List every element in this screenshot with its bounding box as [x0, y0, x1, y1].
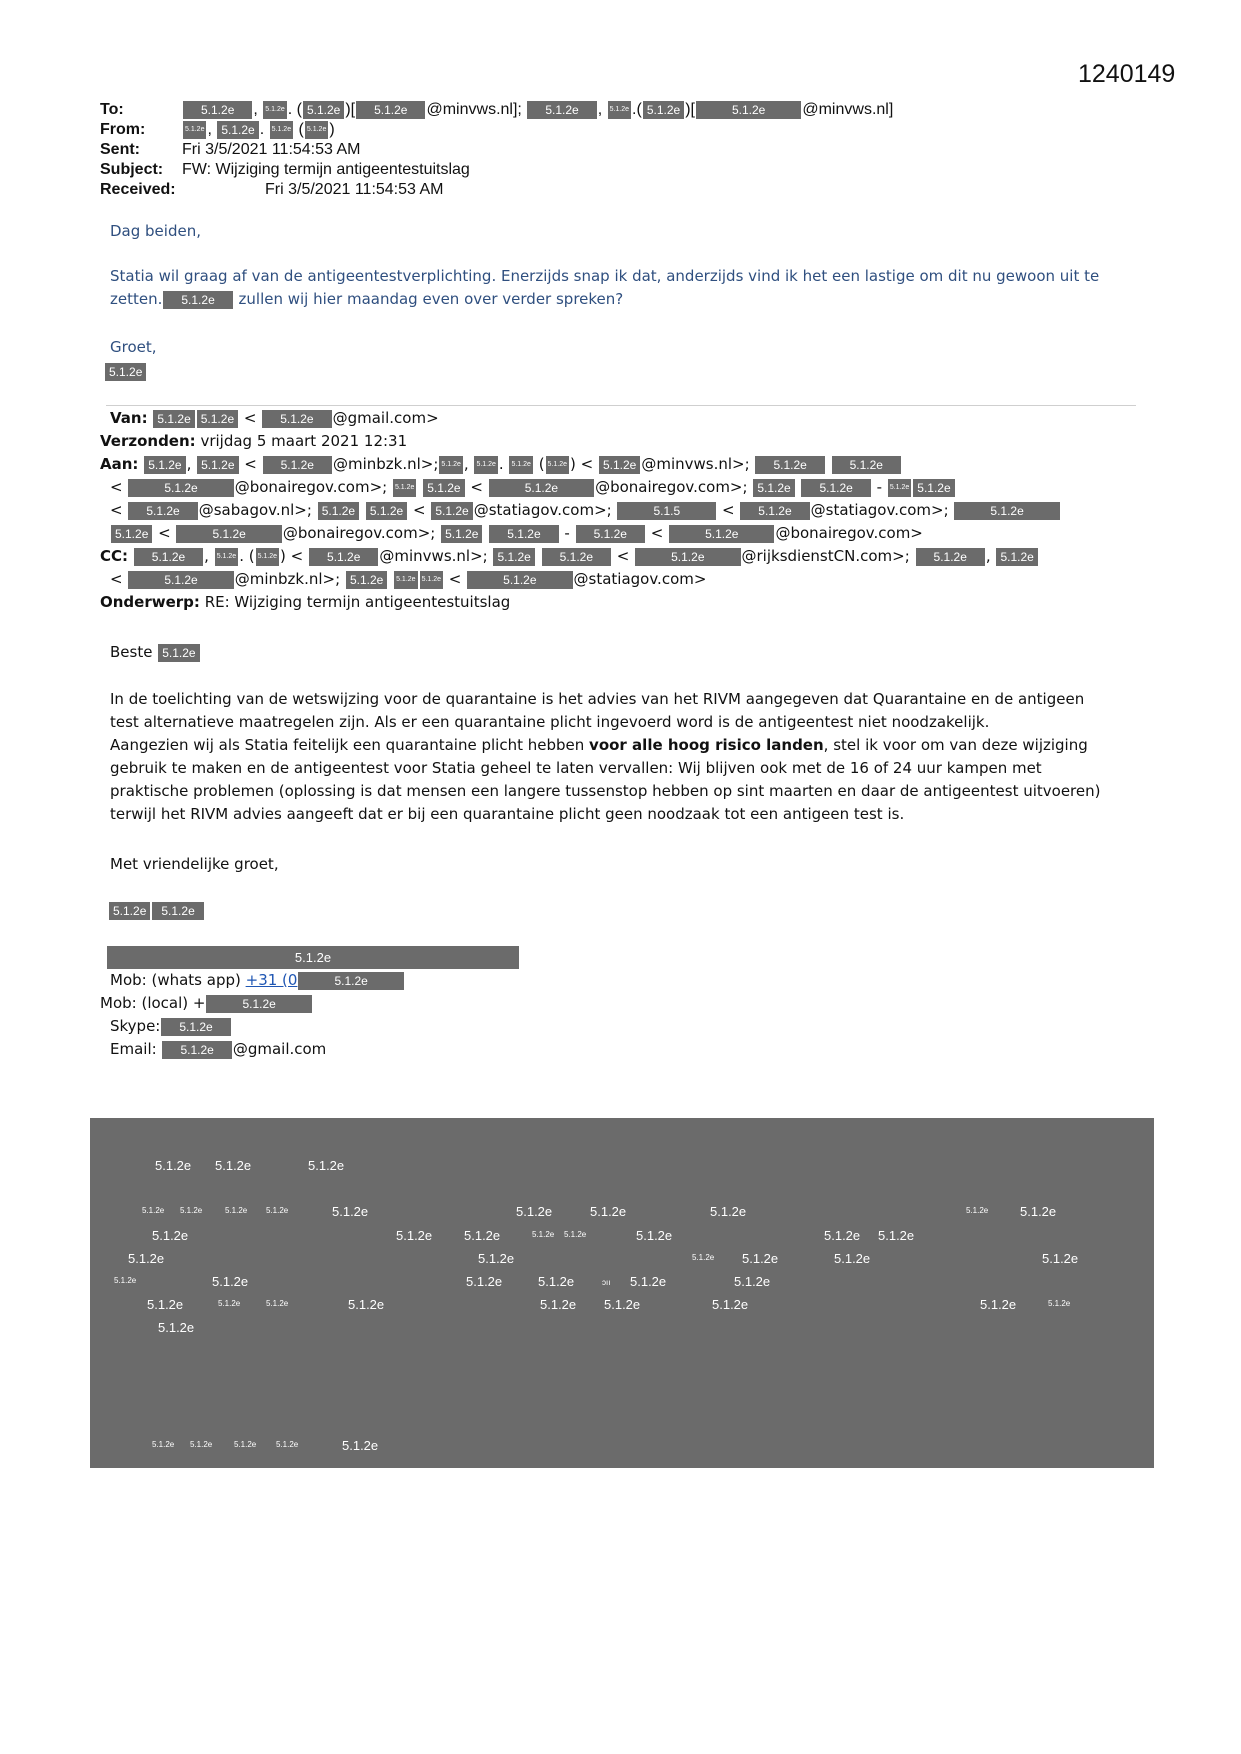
redaction-label: 5.1.2e: [234, 1440, 257, 1449]
redaction-label: 5.1.2e: [742, 1251, 779, 1266]
signature-email: Email: 5.1.2e @gmail.com: [110, 1040, 327, 1058]
redaction-label: 5.1.2e: [516, 1204, 553, 1219]
redaction-label: 5.1.2e: [396, 1228, 433, 1243]
redaction-label: 5.1.2e: [142, 1206, 165, 1215]
signature-redacted-title: 5.1.2e: [107, 946, 519, 969]
redaction-label: 5.1.2e: [308, 1158, 345, 1173]
from-sender: 5.1.2e , 5.1.2e . 5.1.2e ( 5.1.2e ): [185, 121, 335, 138]
redacted-block: [90, 1118, 1154, 1468]
redaction-label: 5.1.2e: [218, 1299, 241, 1308]
label-sent: Sent:: [100, 141, 140, 158]
redaction-label: 5.1.2e: [734, 1274, 771, 1289]
redaction-fragment: ᴐıı: [602, 1278, 611, 1287]
redaction-label: 5.1.2e: [466, 1274, 503, 1289]
redaction-label: 5.1.2e: [152, 1228, 189, 1243]
redaction-label: 5.1.2e: [342, 1438, 379, 1453]
message1-greeting: Dag beiden,: [110, 222, 201, 240]
redaction-label: 5.1.2e: [590, 1204, 627, 1219]
redaction-label: 5.1.2e: [532, 1230, 555, 1239]
sent-value: Fri 3/5/2021 11:54:53 AM: [182, 141, 361, 158]
redaction-label: 5.1.2e: [538, 1274, 575, 1289]
redaction-label: 5.1.2e: [478, 1251, 515, 1266]
redaction-label: 5.1.2e: [276, 1440, 299, 1449]
redaction-label: 5.1.2e: [348, 1297, 385, 1312]
redaction-label: 5.1.2e: [824, 1228, 861, 1243]
forward-van: Van: 5.1.2e 5.1.2e < 5.1.2e @gmail.com>: [110, 409, 439, 427]
forward-cc-line1: CC: 5.1.2e , 5.1.2e . ( 5.1.2e ) < 5.1.2e @minvws.nl>; 5.1.2e 5.1.2e < 5.1.2e @rijksdienstCN.com>; 5.1.2e , 5.1.2e: [100, 545, 1039, 568]
redaction-label: 5.1.2e: [158, 1320, 195, 1335]
forward-aan-line1: Aan: 5.1.2e , 5.1.2e < 5.1.2e @minbzk.nl>; 5.1.2e , 5.1.2e . 5.1.2e ( 5.1.2e ) < 5.1.2e @minvws.nl>; 5.1.2e 5.1.2e: [100, 453, 902, 476]
redaction-label: 5.1.2e: [966, 1206, 989, 1215]
forward-onderwerp: Onderwerp: RE: Wijziging termijn antigeentestuitslag: [100, 593, 511, 611]
redaction-label: 5.1.2e: [630, 1274, 667, 1289]
subject-value: FW: Wijziging termijn antigeentestuitslag: [182, 161, 470, 178]
whatsapp-phone-link[interactable]: +31 (0: [245, 971, 298, 989]
redaction-label: 5.1.2e: [564, 1230, 587, 1239]
redaction-label: 5.1.2e: [1042, 1251, 1079, 1266]
message1-signature: 5.1.2e: [104, 360, 147, 383]
label-to: To:: [100, 101, 124, 118]
redaction-label: 5.1.2e: [692, 1253, 715, 1262]
redaction-label: 5.1.2e: [878, 1228, 915, 1243]
signature-mob-whatsapp: Mob: (whats app) +31 (0 5.1.2e: [110, 969, 405, 992]
redaction-label: 5.1.2e: [712, 1297, 749, 1312]
redaction-label: 5.1.2e: [190, 1440, 213, 1449]
signature-skype: Skype: 5.1.2e: [110, 1015, 232, 1038]
label-received: Received:: [100, 181, 176, 198]
redaction-label: 5.1.2e: [1020, 1204, 1057, 1219]
redaction-label: 5.1.2e: [147, 1297, 184, 1312]
received-value: Fri 3/5/2021 11:54:53 AM: [265, 181, 444, 198]
message2-closing: Met vriendelijke groet,: [110, 855, 279, 873]
message2-signature-name: 5.1.2e 5.1.2e: [108, 899, 205, 922]
redaction-label: 5.1.2e: [464, 1228, 501, 1243]
forward-cc-line2: < 5.1.2e @minbzk.nl>; 5.1.2e 5.1.2e 5.1.2e < 5.1.2e @statiagov.com>: [110, 570, 707, 588]
redaction-label: 5.1.2e: [152, 1440, 175, 1449]
message2-body: In de toelichting van de wetswijzing voor de quarantaine is het advies van het RIVM aangegeven dat Quarantaine en de antigeen test alternatieve maatregelen zijn. Als er een quarantaine plicht ingevoerd word is de antigeentest niet noodzakelijk. Aangezien wij als Statia feitelijk een quarantaine plicht hebben voor alle hoog risico landen, stel ik voor om van deze wijziging gebruik te maken en de antigeentest voor Statia geheel te laten vervallen: Wij blijven ook met de 16 of 24 uur kampen met praktische problemen (oplossing is dat mensen een langere tussenstop hebben op sint maarten en daar de antigeentest uitvoeren) terwijl het RIVM advies aangeeft dat er bij een quarantaine plicht geen noodzaak tot een antigeen test is.: [110, 690, 1101, 823]
redaction-label: 5.1.2e: [128, 1251, 165, 1266]
forward-aan-line3: < 5.1.2e @sabagov.nl>; 5.1.2e 5.1.2e < 5.1.2e @statiagov.com>; 5.1.5 < 5.1.2e @statiagov.com>; 5.1.2e: [110, 499, 1061, 522]
forward-aan-line2: < 5.1.2e @bonairegov.com>; 5.1.2e 5.1.2e < 5.1.2e @bonairegov.com>; 5.1.2e 5.1.2e - 5.1.2e 5.1.2e: [110, 476, 956, 499]
message2-greeting: Beste 5.1.2e: [110, 641, 201, 664]
separator-line: [106, 405, 1136, 406]
redaction-label: 5.1.2e: [266, 1206, 289, 1215]
redaction-label: 5.1.2e: [114, 1276, 137, 1285]
redaction-label: 5.1.2e: [332, 1204, 369, 1219]
to-recipients: 5.1.2e , 5.1.2e . ( 5.1.2e )[ 5.1.2e @minvws.nl]; 5.1.2e , 5.1.2e .( 5.1.2e )[ 5.1.2e @minvws.nl]: [182, 100, 893, 120]
forward-verzonden: Verzonden: vrijdag 5 maart 2021 12:31: [100, 432, 408, 450]
redaction-label: 5.1.2e: [604, 1297, 641, 1312]
redaction-label: 5.1.2e: [212, 1274, 249, 1289]
label-subject: Subject:: [100, 161, 164, 178]
message1-body-line1: Statia wil graag af van de antigeentestverplichting. Enerzijds snap ik dat, anderzijds vind ik het een lastige om dit nu gewoon uit te: [110, 267, 1100, 285]
redaction-label: 5.1.2e: [180, 1206, 203, 1215]
redaction-label: 5.1.2e: [1048, 1299, 1071, 1308]
forward-aan-line4: 5.1.2e < 5.1.2e @bonairegov.com>; 5.1.2e 5.1.2e - 5.1.2e < 5.1.2e @bonairegov.com>: [110, 522, 923, 545]
redaction-label: 5.1.2e: [225, 1206, 248, 1215]
label-from: From:: [100, 121, 146, 138]
redaction-label: 5.1.2e: [710, 1204, 747, 1219]
signature-mob-local: Mob: (local) + 5.1.2e: [100, 992, 313, 1015]
redaction-label: 5.1.2e: [266, 1299, 289, 1308]
message1-body-line2: zetten. 5.1.2e zullen wij hier maandag even over verder spreken?: [110, 290, 624, 308]
message1-closing: Groet,: [110, 338, 157, 356]
redaction-label: 5.1.2e: [980, 1297, 1017, 1312]
redaction-label: 5.1.2e: [155, 1158, 192, 1173]
document-number: 1240149: [1078, 60, 1176, 88]
redaction-label: 5.1.2e: [540, 1297, 577, 1312]
redaction-label: 5.1.2e: [636, 1228, 673, 1243]
redaction-label: 5.1.2e: [215, 1158, 252, 1173]
redaction-label: 5.1.2e: [834, 1251, 871, 1266]
